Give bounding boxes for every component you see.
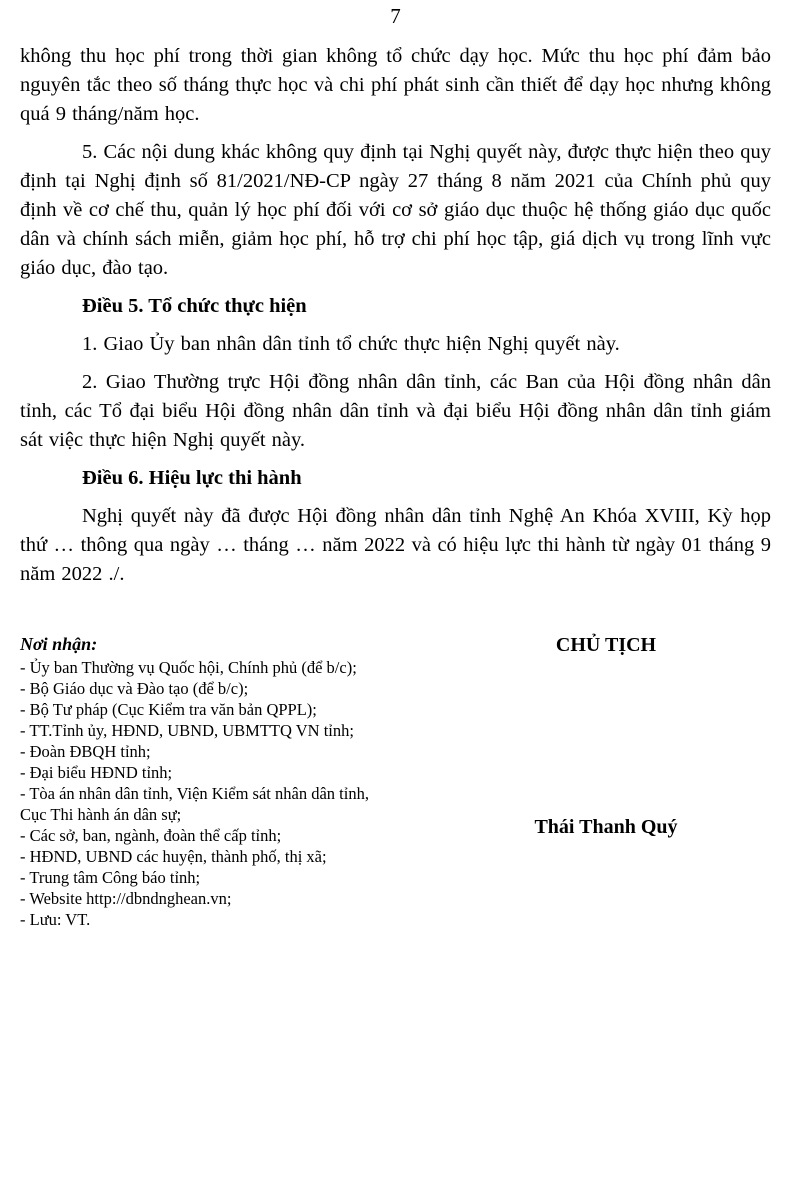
body-paragraph: 5. Các nội dung khác không quy định tại Nghị quyết này, được thực hiện theo quy định tại Nghị định số 81/2021/NĐ-CP ngày 27 tháng 8 năm 2021 của Chính phủ quy định về cơ chế thu, quản lý học phí đối với cơ sở giáo dục thuộc hệ thống giáo dục quốc dân và chính sách miễn, giảm học phí, hỗ trợ chi phí học tập, giá dịch vụ trong lĩnh vực giáo dục, đào tạo. [20,141,771,279]
recipient-line: - Ủy ban Thường vụ Quốc hội, Chính phủ (để b/c); [20,658,357,677]
recipient-line: - Các sở, ban, ngành, đoàn thể cấp tỉnh; [20,826,282,845]
recipient-line: - TT.Tỉnh ủy, HĐND, UBND, UBMTTQ VN tỉnh; [20,721,354,740]
section-heading: Điều 6. Hiệu lực thi hành [82,467,302,489]
document-footer [20,633,771,930]
recipient-line: - Trung tâm Công báo tỉnh; [20,868,201,887]
recipient-line: - Đoàn ĐBQH tỉnh; [20,742,151,761]
recipients-block [20,633,441,930]
signature-name: Thái Thanh Quý [534,816,678,838]
recipient-line: - Bộ Giáo dục và Đào tạo (để b/c); [20,679,249,698]
body-paragraph: không thu học phí trong thời gian không tổ chức dạy học. Mức thu học phí đảm bảo nguyên tắc theo số tháng thực học và chi phí phát sinh cần thiết để dạy học nhưng không quá 9 tháng/năm học. [20,45,771,125]
recipient-line: - Lưu: VT. [20,910,91,929]
recipient-line: Cục Thi hành án dân sự; [20,805,182,824]
recipient-line: - HĐND, UBND các huyện, thành phố, thị xã; [20,847,327,866]
recipients-label: Nơi nhận: [20,634,98,654]
body-paragraph: 1. Giao Ủy ban nhân dân tỉnh tổ chức thực hiện Nghị quyết này. [82,333,620,355]
recipient-line: - Tòa án nhân dân tỉnh, Viện Kiểm sát nhân dân tỉnh, [20,784,369,803]
recipient-line: - Website http://dbndnghean.vn; [20,889,232,908]
recipient-line: - Bộ Tư pháp (Cục Kiểm tra văn bản QPPL); [20,700,317,719]
signature-block [441,633,771,930]
body-paragraph: Nghị quyết này đã được Hội đồng nhân dân tỉnh Nghệ An Khóa XVIII, Kỳ họp thứ … thông qua ngày … tháng … năm 2022 và có hiệu lực thi hành từ ngày 01 tháng 9 năm 2022 ./. [20,505,771,585]
section-heading: Điều 5. Tổ chức thực hiện [82,295,307,317]
recipient-line: - Đại biểu HĐND tỉnh; [20,763,173,782]
page-number: 7 [390,4,401,28]
signature-title: CHỦ TỊCH [555,634,657,656]
body-paragraph: 2. Giao Thường trực Hội đồng nhân dân tỉnh, các Ban của Hội đồng nhân dân tỉnh, các Tổ đại biểu Hội đồng nhân dân tỉnh và đại biểu Hội đồng nhân dân tỉnh giám sát việc thực hiện Nghị quyết này. [20,371,771,451]
